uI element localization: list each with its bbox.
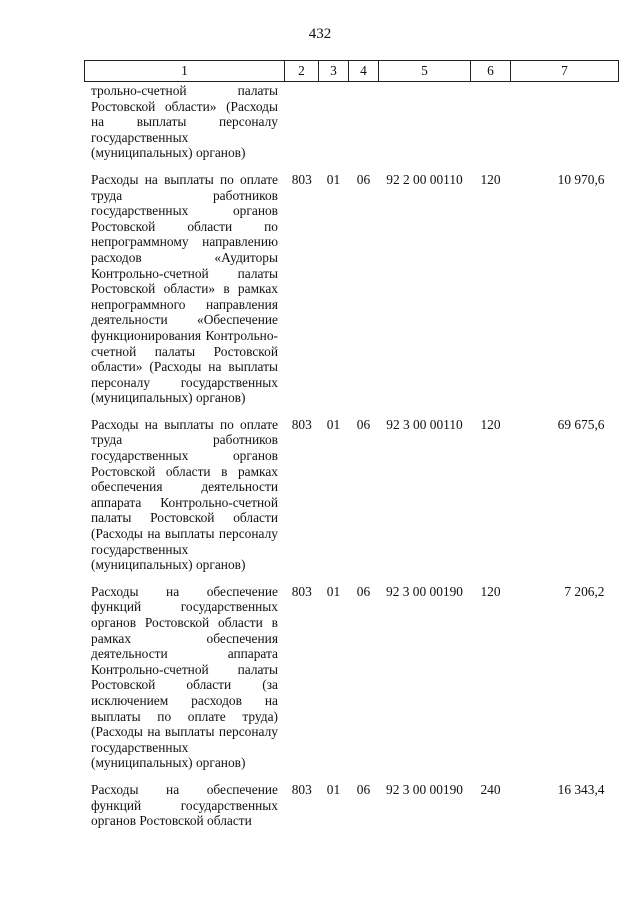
row-expense-type xyxy=(471,82,511,172)
table-row xyxy=(85,782,619,840)
row-description: Расходы на обеспечение функций государственных органов Ростовской области xyxy=(91,781,278,829)
row-expense-type: 240 xyxy=(480,781,501,797)
row-subsection-code: 06 xyxy=(356,171,371,187)
table-row xyxy=(85,584,619,782)
header-col-7: 7 xyxy=(511,61,619,82)
row-subsection-code: 06 xyxy=(356,781,371,797)
row-ministry-code: 803 xyxy=(291,171,312,187)
row-description: Расходы на обеспечение функций государственных органов Ростовской области в рамках обеспечения деятельности аппарата Контрольно-счетной палаты Ростовской области (за исключением расходов на выплаты по оплате труда) (Расходы на выплаты персоналу государственных (муниципальных) органов) xyxy=(91,583,278,771)
row-subsection-code: 06 xyxy=(356,583,371,599)
table-row xyxy=(85,172,619,417)
row-amount: 69 675,6 xyxy=(557,416,605,432)
row-amount: 10 970,6 xyxy=(557,171,605,187)
budget-table xyxy=(84,60,619,840)
table-row xyxy=(85,417,619,584)
header-col-2: 2 xyxy=(285,61,319,82)
row-target-code: 92 2 00 00110 xyxy=(386,171,463,187)
row-ministry-code: 803 xyxy=(291,416,312,432)
table-row xyxy=(85,82,619,172)
row-target-code: 92 3 00 00190 xyxy=(386,781,463,797)
header-col-3: 3 xyxy=(319,61,349,82)
row-section-code xyxy=(319,82,349,172)
row-section-code: 01 xyxy=(326,781,341,797)
header-row xyxy=(85,61,619,82)
row-section-code: 01 xyxy=(326,171,341,187)
header-col-1: 1 xyxy=(85,61,285,82)
row-description: Расходы на выплаты по оплате труда работников государственных органов Ростовской области в рамках обеспечения деятельности аппарата Контрольно-счетной палаты Ростовской области (Расходы на выплаты персоналу государственных (муниципальных) органов) xyxy=(91,416,278,573)
row-amount xyxy=(511,82,619,172)
row-section-code: 01 xyxy=(326,583,341,599)
header-col-4: 4 xyxy=(349,61,379,82)
row-amount: 16 343,4 xyxy=(557,781,605,797)
row-section-code: 01 xyxy=(326,416,341,432)
header-col-6: 6 xyxy=(471,61,511,82)
row-subsection-code: 06 xyxy=(356,416,371,432)
row-target-code: 92 3 00 00190 xyxy=(386,583,463,599)
row-expense-type: 120 xyxy=(480,416,501,432)
row-description: Расходы на выплаты по оплате труда работников государственных органов Ростовской области по непрограммному направлению расходов «Аудиторы Контрольно-счетной палаты Ростовской области» в рамках непрограммного направления деятельности «Обеспечение функционирования Контрольно-счетной палаты Ростовской области» (Расходы на выплаты персоналу государственных (муниципальных) органов) xyxy=(91,171,278,406)
row-ministry-code: 803 xyxy=(291,781,312,797)
row-ministry-code: 803 xyxy=(291,583,312,599)
page-number: 432 xyxy=(308,26,332,42)
header-col-5: 5 xyxy=(379,61,471,82)
row-ministry-code xyxy=(285,82,319,172)
row-expense-type: 120 xyxy=(480,171,501,187)
budget-table-container xyxy=(84,60,618,840)
row-target-code xyxy=(379,82,471,172)
row-subsection-code xyxy=(349,82,379,172)
row-expense-type: 120 xyxy=(480,583,501,599)
row-amount: 7 206,2 xyxy=(564,583,605,599)
row-description: трольно-счетной палаты Ростовской области» (Расходы на выплаты персоналу государственных (муниципальных) органов) xyxy=(91,83,278,161)
row-target-code: 92 3 00 00110 xyxy=(386,416,463,432)
